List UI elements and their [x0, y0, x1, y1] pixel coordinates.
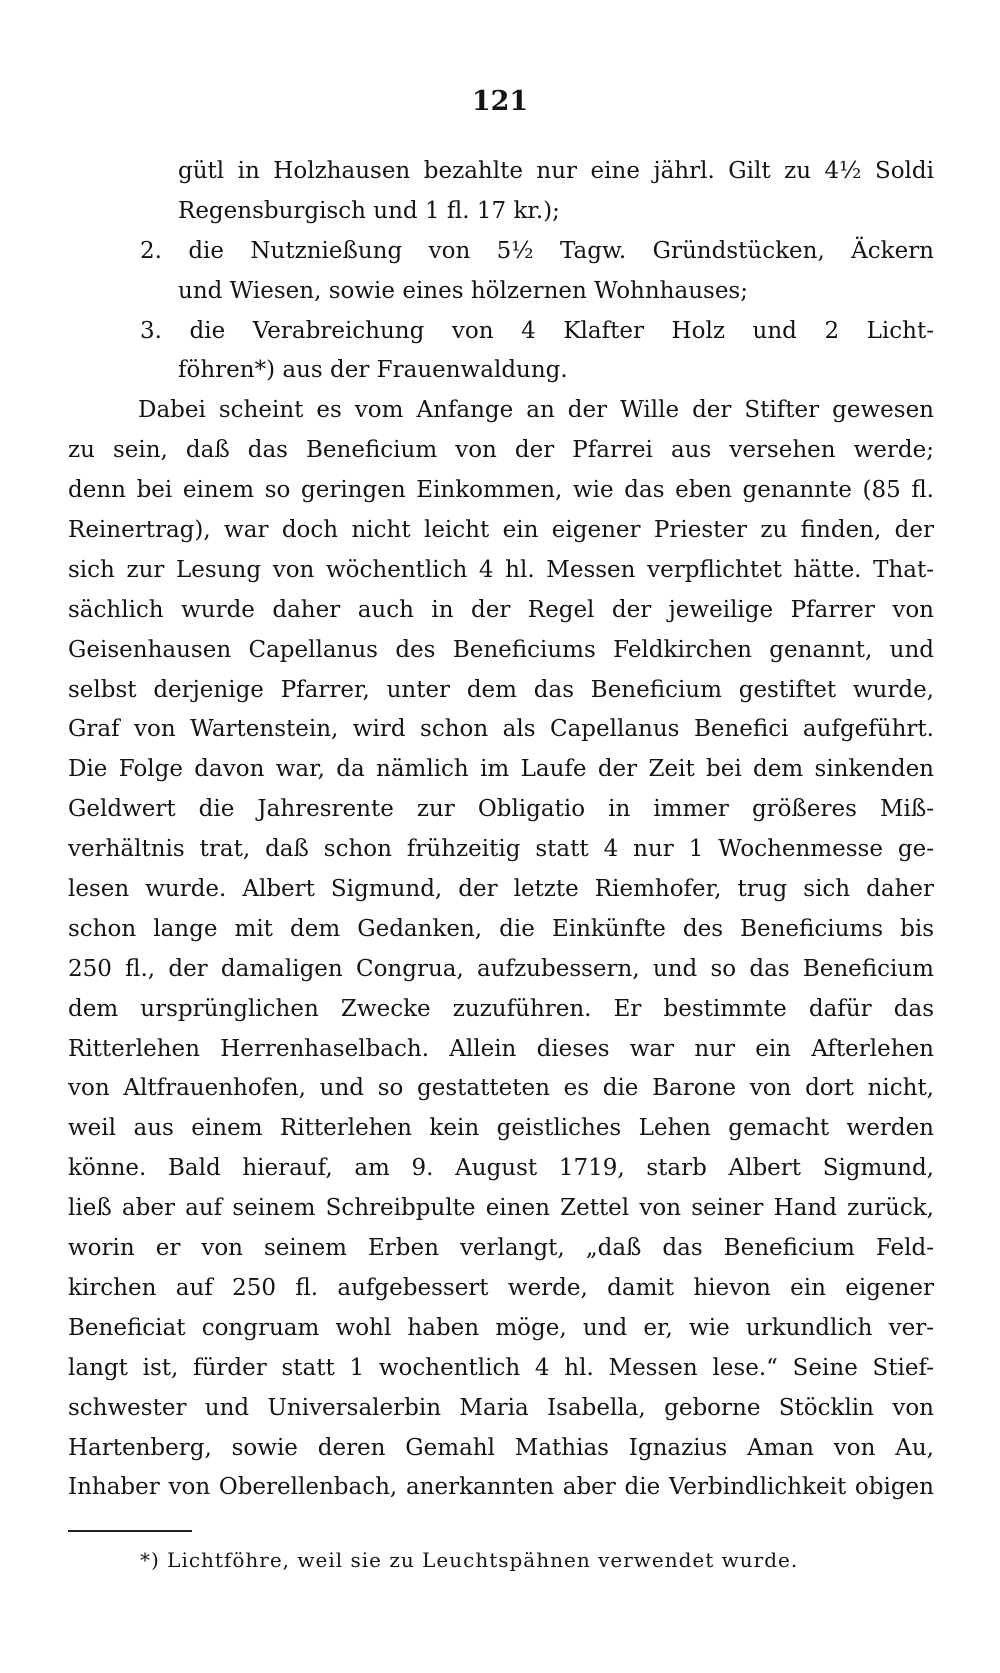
text-line: Ritterlehen Herrenhaselbach. Allein dieses war nur ein Afterlehen: [68, 1035, 934, 1062]
footnote-rule: [68, 1530, 192, 1532]
text-line: ließ aber auf seinem Schreibpulte einen Zettel von seiner Hand zurück,: [68, 1195, 934, 1222]
text-line: Regensburgisch und 1 fl. 17 kr.);: [178, 197, 560, 224]
text-line: schon lange mit dem Gedanken, die Einkünfte des Beneficiums bis: [68, 915, 934, 942]
text-line: verhältnis trat, daß schon frühzeitig statt 4 nur 1 Wochenmesse ge-: [68, 836, 934, 863]
text-line: langt ist, fürder statt 1 wochentlich 4 hl. Messen lese.“ Seine Stief-: [68, 1354, 934, 1381]
text-line: 2. die Nutznießung von 5½ Tagw. Gründstücken, Äckern: [140, 237, 934, 264]
text-line: Dabei scheint es vom Anfange an der Wille der Stifter gewesen: [138, 397, 934, 424]
text-line: denn bei einem so geringen Einkommen, wie das eben genannte (85 fl.: [68, 477, 934, 504]
footnote: *) Lichtföhre, weil sie zu Leuchtspähnen verwendet wurde.: [140, 1548, 799, 1572]
text-line: könne. Bald hierauf, am 9. August 1719, starb Albert Sigmund,: [68, 1155, 934, 1182]
text-line: worin er von seinem Erben verlangt, „daß das Beneficium Feld-: [68, 1235, 934, 1262]
text-line: 250 fl., der damaligen Congrua, aufzubessern, und so das Beneficium: [68, 955, 934, 982]
page-number: 121: [471, 86, 529, 117]
text-line: Hartenberg, sowie deren Gemahl Mathias Ignazius Aman von Au,: [68, 1434, 934, 1461]
text-line: 3. die Verabreichung von 4 Klafter Holz und 2 Licht-: [140, 317, 934, 344]
text-line: von Altfrauenhofen, und so gestatteten es die Barone von dort nicht,: [68, 1075, 934, 1102]
text-line: Reinertrag), war doch nicht leicht ein eigener Priester zu finden, der: [68, 517, 934, 544]
text-line: Beneficiat congruam wohl haben möge, und er, wie urkundlich ver-: [68, 1314, 934, 1341]
text-line: und Wiesen, sowie eines hölzernen Wohnhauses;: [178, 277, 748, 304]
text-line: Graf von Wartenstein, wird schon als Capellanus Benefici aufgeführt.: [68, 716, 934, 743]
text-line: selbst derjenige Pfarrer, unter dem das Beneficium gestiftet wurde,: [68, 676, 934, 703]
body-text: [68, 152, 934, 1508]
text-line: Geisenhausen Capellanus des Beneficiums Feldkirchen genannt, und: [68, 636, 934, 663]
text-line: gütl in Holzhausen bezahlte nur eine jährl. Gilt zu 4½ Soldi: [178, 158, 934, 184]
text-line: dem ursprünglichen Zwecke zuzuführen. Er bestimmte dafür das: [68, 995, 934, 1022]
text-line: weil aus einem Ritterlehen kein geistliches Lehen gemacht werden: [68, 1115, 934, 1142]
text-line: schwester und Universalerbin Maria Isabella, geborne Stöcklin von: [68, 1394, 934, 1421]
text-line: sich zur Lesung von wöchentlich 4 hl. Messen verpflichtet hätte. That-: [68, 556, 934, 583]
text-line: Geldwert die Jahresrente zur Obligatio in immer größeres Miß-: [68, 796, 934, 823]
text-line: sächlich wurde daher auch in der Regel der jeweilige Pfarrer von: [68, 596, 934, 623]
text-line: kirchen auf 250 fl. aufgebessert werde, damit hievon ein eigener: [68, 1274, 934, 1301]
text-line: föhren*) aus der Frauenwaldung.: [178, 357, 568, 384]
text-line: lesen wurde. Albert Sigmund, der letzte Riemhofer, trug sich daher: [68, 876, 934, 903]
text-line: zu sein, daß das Beneficium von der Pfarrei aus versehen werde;: [68, 437, 934, 464]
text-line: Inhaber von Oberellenbach, anerkannten aber die Verbindlichkeit obigen: [68, 1474, 934, 1501]
text-line: Die Folge davon war, da nämlich im Laufe der Zeit bei dem sinkenden: [68, 756, 934, 783]
